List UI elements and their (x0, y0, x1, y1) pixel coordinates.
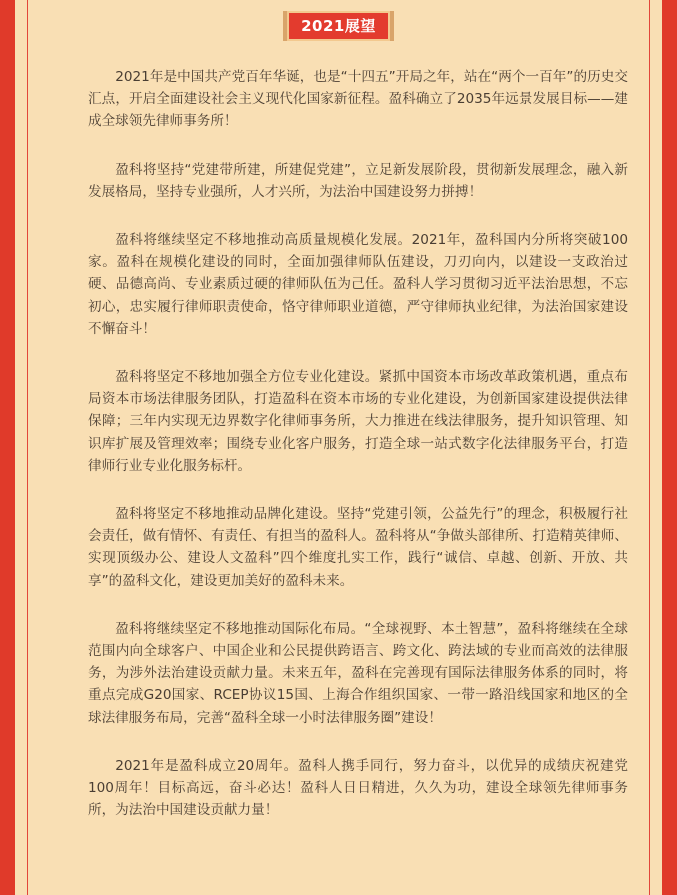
paragraph: 盈科将坚定不移地推动品牌化建设。坚持“党建引领，公益先行”的理念，积极履行社会责任，做有情怀、有责任、有担当的盈科人。盈科将从“争做头部律所、打造精英律师、实现顶级办公、建设人文盈科”四个维度扎实工作，践行“诚信、卓越、创新、开放、共享”的盈科文化，建设更加美好的盈科未来。 (88, 506, 628, 589)
left-red-border (0, 0, 15, 895)
right-inner-line (649, 0, 650, 895)
right-red-border (662, 0, 677, 895)
paragraph: 盈科将继续坚定不移地推动高质量规模化发展。2021年，盈科国内分所将突破100家。盈科在规模化建设的同时，全面加强律师队伍建设，刀刃向内，以建设一支政治过硬、品德高尚、专业素质过硬的律师队伍为己任。盈科人学习贯彻习近平法治思想，不忘初心，忠实履行律师职责使命，恪守律师职业道德，严守律师执业纪律，为法治国家建设不懈奋斗！ (88, 232, 628, 337)
paragraph: 盈科将继续坚定不移地推动国际化布局。“全球视野、本土智慧”，盈科将继续在全球范围内向全球客户、中国企业和公民提供跨语言、跨文化、跨法域的专业而高效的法律服务，为涉外法治建设贡献力量。未来五年，盈科在完善现有国际法律服务体系的同时，将重点完成G20国家、RCEP协议15国、上海合作组织国家、一带一路沿线国家和地区的全球法律服务布局，完善“盈科全球一小时法律服务圈”建设！ (88, 620, 628, 726)
paragraph: 盈科将坚持“党建带所建，所建促党建”，立足新发展阶段，贯彻新发展理念，融入新发展格局，坚持专业强所，人才兴所，为法治中国建设努力拼搏！ (88, 161, 628, 200)
article-body (88, 66, 628, 847)
left-inner-line (27, 0, 28, 895)
page-title: 2021展望 (283, 11, 394, 41)
title-wrap (0, 11, 677, 41)
paragraph: 盈科将坚定不移地加强全方位专业化建设。紧抓中国资本市场改革政策机遇，重点布局资本市场法律服务团队，打造盈科在资本市场的专业化建设，为创新国家建设提供法律保障；三年内实现无边界数字化律师事务所，大力推进在线法律服务，提升知识管理、知识库扩展及管理效率；围绕专业化客户服务，打造全球一站式数字化法律服务平台，打造律师行业专业化服务标杆。 (88, 369, 628, 474)
paragraph: 2021年是盈科成立20周年。盈科人携手同行，努力奋斗，以优异的成绩庆祝建党100周年！目标高远，奋斗必达！盈科人日日精进，久久为功，建设全球领先律师事务所，为法治中国建设贡献力量！ (88, 757, 628, 819)
paragraph: 2021年是中国共产党百年华诞，也是“十四五”开局之年，站在“两个一百年”的历史交汇点，开启全面建设社会主义现代化国家新征程。盈科确立了2035年远景发展目标——建成全球领先律师事务所！ (88, 69, 628, 130)
